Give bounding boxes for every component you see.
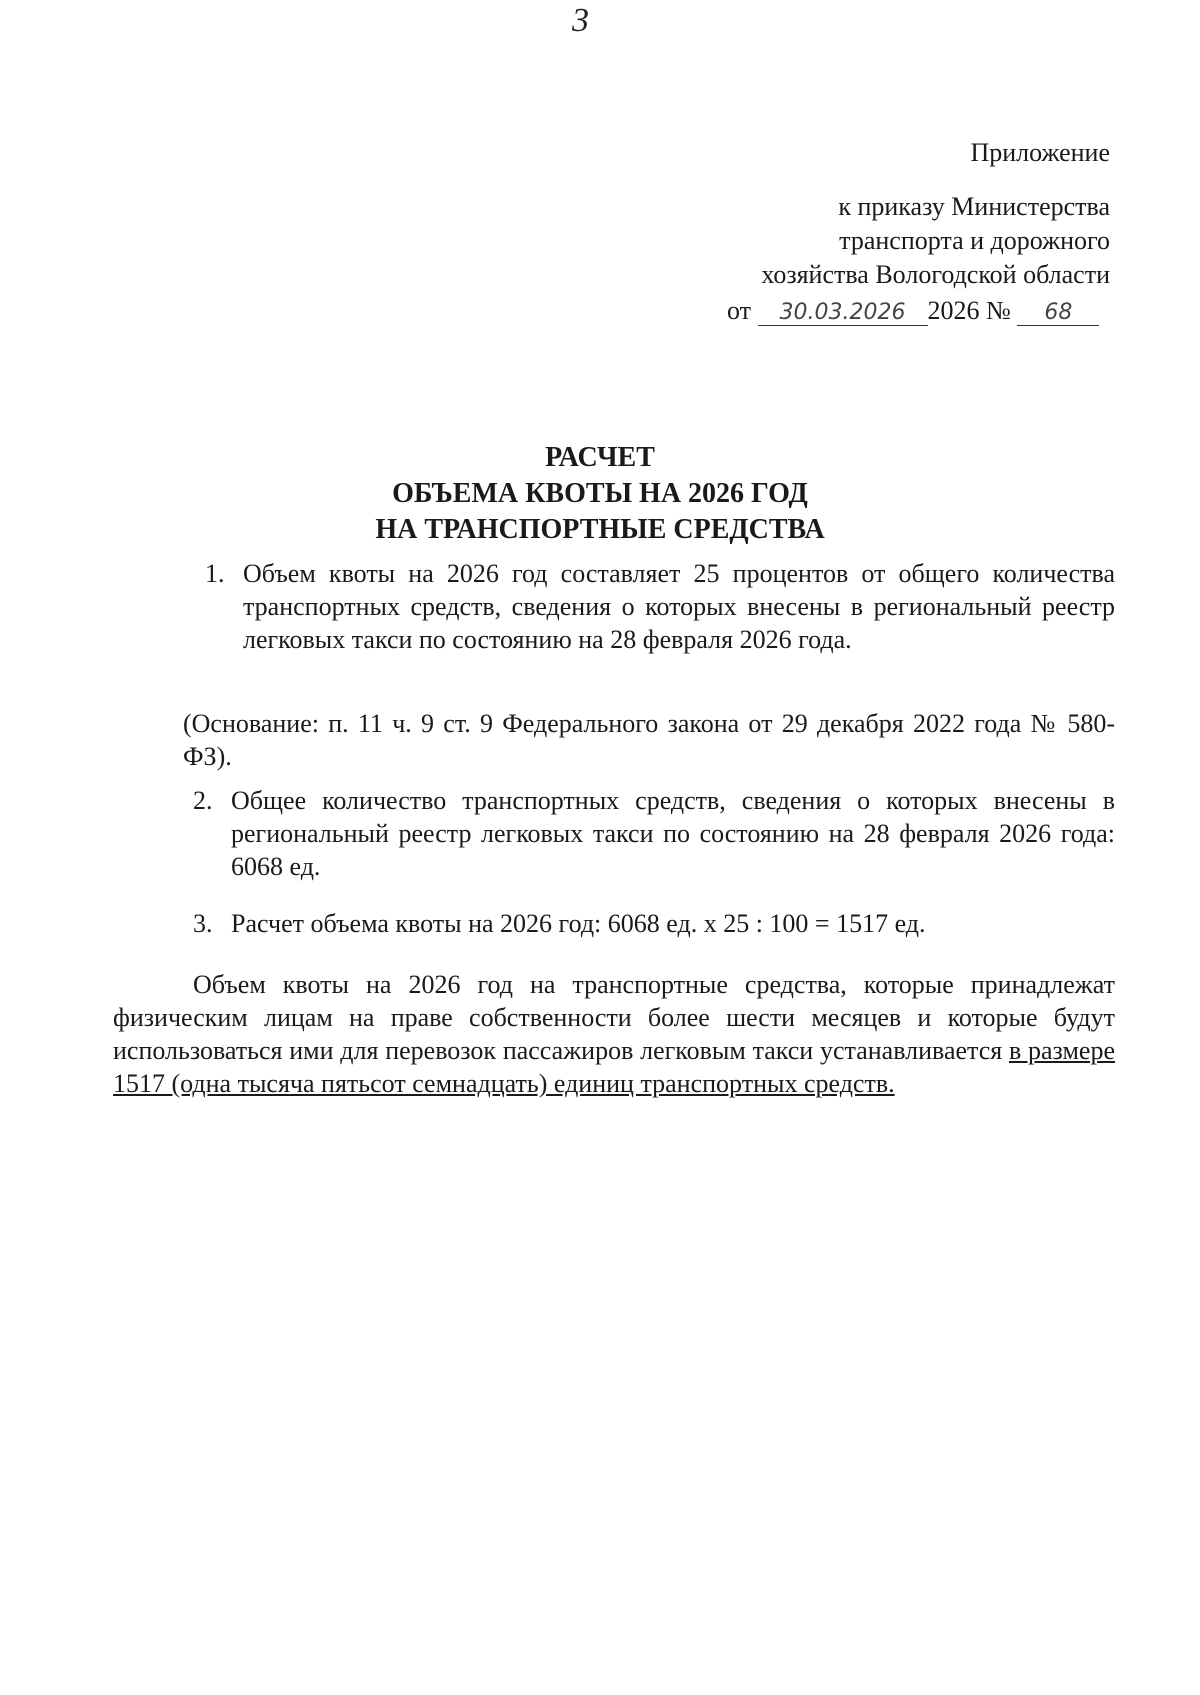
final-paragraph-text: Объем квоты на 2026 год на транспортные средства, которые принадлежат физическим лицам на праве собственности более шести месяцев и которые будут использоваться ими для перевозок пассажиров легковым такси устанавливается [113,970,1115,1065]
date-prefix: от [727,296,752,325]
final-paragraph [113,968,1115,1100]
handwritten-order-number: 68 [1017,300,1099,326]
list-item [205,557,1115,656]
page-number: 3 [572,2,589,39]
legal-basis-note: (Основание: п. 11 ч. 9 ст. 9 Федерального закона от 29 декабря 2022 года № 580-ФЗ). [183,709,1115,771]
list-item-number: 3. [193,909,213,938]
heading-line-3: НА ТРАНСПОРТНЫЕ СРЕДСТВА [375,514,825,545]
appendix-title: Приложение [970,138,1110,167]
list-item [193,784,1115,883]
list-item-text: Расчет объема квоты на 2026 год: 6068 ед. х 25 : 100 = 1517 ед. [231,909,926,938]
order-date-line [727,296,1099,326]
year-suffix: 2026 № [927,296,1011,325]
list-item [193,907,1115,940]
appendix-block [761,136,1110,292]
heading-line-1: РАСЧЕТ [545,442,655,473]
heading-line-2: ОБЪЕМА КВОТЫ НА 2026 ГОД [392,478,808,509]
appendix-line-1: к приказу Министерства [838,192,1110,221]
handwritten-date: 30.03.2026 [758,300,928,326]
document-heading [0,440,1200,548]
list-item-number: 1. [205,559,225,588]
list-item-text: Общее количество транспортных средств, сведения о которых внесены в региональный реестр легковых такси по состоянию на 28 февраля 2026 года: 6068 ед. [231,786,1115,881]
list-item-number: 2. [193,786,213,815]
appendix-line-2: транспорта и дорожного [839,226,1110,255]
quota-amount-underlined: в размере 1517 (одна тысяча пятьсот семнадцать) единиц транспортных средств. [113,1036,1115,1098]
list-item-text: Объем квоты на 2026 год составляет 25 процентов от общего количества транспортных средств, сведения о которых внесены в региональный реестр легковых такси по состоянию на 28 февраля 2026 года. [243,559,1115,654]
appendix-line-3: хозяйства Вологодской области [761,260,1110,289]
